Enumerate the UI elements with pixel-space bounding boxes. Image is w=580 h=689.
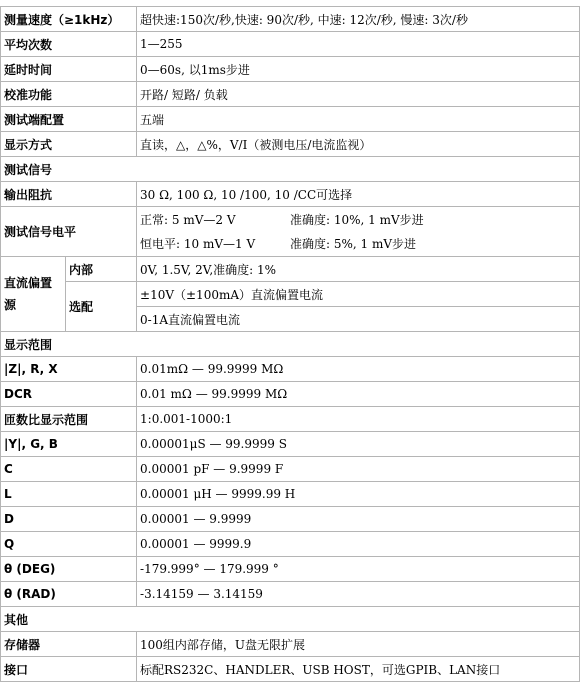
cal-value: 开路/ 短路/ 负载 — [137, 82, 580, 107]
level-constant-accuracy: 准确度: 5%, 1 mV步进 — [290, 236, 417, 251]
row-iface — [1, 657, 580, 682]
dcbias-option-value-1: ±10V（±100mA）直流偏置电流 — [137, 282, 580, 307]
dcbias-internal-value: 0V, 1.5V, 2V,准确度: 1% — [137, 257, 580, 282]
rad-value: -3.14159 — 3.14159 — [137, 582, 580, 607]
row-delay — [1, 57, 580, 82]
dcbias-internal-label: 内部 — [66, 257, 137, 282]
y-label: |Y|, G, B — [1, 432, 137, 457]
level-line-normal — [140, 208, 576, 232]
speed-value: 超快速:150次/秒,快速: 90次/秒, 中速: 12次/秒, 慢速: 3次/秒 — [137, 7, 580, 32]
section-signal — [1, 157, 580, 182]
deg-value: -179.999° — 179.999 ° — [137, 557, 580, 582]
speed-label: 测量速度（≥1kHz） — [1, 7, 137, 32]
y-value: 0.00001μS — 99.9999 S — [137, 432, 580, 457]
c-label: C — [1, 457, 137, 482]
iface-value: 标配RS232C、HANDLER、USB HOST，可选GPIB、LAN接口 — [137, 657, 580, 682]
level-constant-range: 恒电平: 10 mV—1 V — [140, 236, 256, 251]
row-term — [1, 107, 580, 132]
row-avg — [1, 32, 580, 57]
q-label: Q — [1, 532, 137, 557]
dcr-label: DCR — [1, 382, 137, 407]
avg-label: 平均次数 — [1, 32, 137, 57]
level-normal-accuracy: 准确度: 10%, 1 mV步进 — [290, 212, 424, 227]
row-speed — [1, 7, 580, 32]
section-range — [1, 332, 580, 357]
row-rad — [1, 582, 580, 607]
level-normal-range: 正常: 5 mV—2 V — [140, 212, 236, 227]
delay-label: 延时时间 — [1, 57, 137, 82]
disp-value: 直读，△，△%，V/I（被测电压/电流监视） — [137, 132, 580, 157]
dcbias-option-value-2: 0-1A直流偏置电流 — [137, 307, 580, 332]
q-value: 0.00001 — 9999.9 — [137, 532, 580, 557]
z-label: |Z|, R, X — [1, 357, 137, 382]
row-turns — [1, 407, 580, 432]
section-signal-title: 测试信号 — [1, 157, 580, 182]
row-deg — [1, 557, 580, 582]
row-disp — [1, 132, 580, 157]
row-imp — [1, 182, 580, 207]
level-line-constant — [140, 232, 576, 256]
cal-label: 校准功能 — [1, 82, 137, 107]
section-other-title: 其他 — [1, 607, 580, 632]
row-dcr — [1, 382, 580, 407]
c-value: 0.00001 pF — 9.9999 F — [137, 457, 580, 482]
spec-table — [0, 6, 580, 682]
dcbias-label: 直流偏置源 — [1, 257, 66, 332]
z-value: 0.01mΩ — 99.9999 MΩ — [137, 357, 580, 382]
row-q — [1, 532, 580, 557]
level-label: 测试信号电平 — [1, 207, 137, 257]
turns-value: 1:0.001-1000:1 — [137, 407, 580, 432]
storage-value: 100组内部存储，U盘无限扩展 — [137, 632, 580, 657]
term-label: 测试端配置 — [1, 107, 137, 132]
disp-label: 显示方式 — [1, 132, 137, 157]
avg-value: 1—255 — [137, 32, 580, 57]
l-label: L — [1, 482, 137, 507]
dcr-value: 0.01 mΩ — 99.9999 MΩ — [137, 382, 580, 407]
delay-value: 0—60s, 以1ms步进 — [137, 57, 580, 82]
imp-value: 30 Ω, 100 Ω, 10 /100, 10 /CC可选择 — [137, 182, 580, 207]
term-value: 五端 — [137, 107, 580, 132]
imp-label: 输出阻抗 — [1, 182, 137, 207]
section-other — [1, 607, 580, 632]
row-d — [1, 507, 580, 532]
l-value: 0.00001 μH — 9999.99 H — [137, 482, 580, 507]
row-level — [1, 207, 580, 257]
turns-label: 匝数比显示范围 — [1, 407, 137, 432]
iface-label: 接口 — [1, 657, 137, 682]
row-cal — [1, 82, 580, 107]
row-dcbias-internal — [1, 257, 580, 282]
row-y — [1, 432, 580, 457]
row-z — [1, 357, 580, 382]
storage-label: 存储器 — [1, 632, 137, 657]
row-c — [1, 457, 580, 482]
row-l — [1, 482, 580, 507]
rad-label: θ (RAD) — [1, 582, 137, 607]
deg-label: θ (DEG) — [1, 557, 137, 582]
dcbias-option-label: 选配 — [66, 282, 137, 332]
level-value — [137, 207, 580, 257]
row-storage — [1, 632, 580, 657]
row-dcbias-option-1 — [1, 282, 580, 307]
d-label: D — [1, 507, 137, 532]
d-value: 0.00001 — 9.9999 — [137, 507, 580, 532]
section-range-title: 显示范围 — [1, 332, 580, 357]
